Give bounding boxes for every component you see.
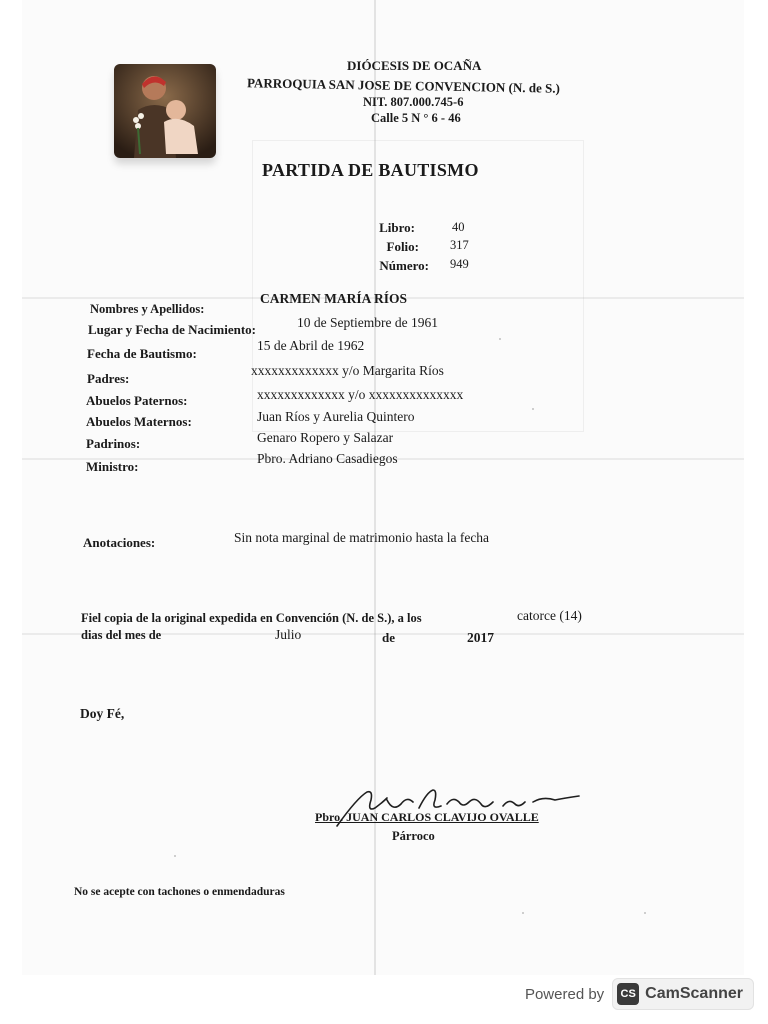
saint-image	[114, 64, 216, 158]
abuelos-maternos-value: Juan Ríos y Aurelia Quintero	[257, 409, 415, 424]
document-title: PARTIDA DE BAUTISMO	[262, 160, 479, 180]
camscanner-brand: CamScanner	[645, 985, 743, 1002]
certification-day: catorce (14)	[517, 608, 582, 623]
anotaciones-label: Anotaciones:	[83, 535, 156, 550]
padrinos-value: Genaro Ropero y Salazar	[257, 430, 394, 445]
abuelos-maternos-label: Abuelos Maternos:	[86, 414, 192, 429]
padres-value: xxxxxxxxxxxxx y/o Margarita Ríos	[251, 363, 444, 378]
certification-line1: Fiel copia de la original expedida en Convención (N. de S.), a los	[81, 611, 422, 625]
certification-year: 2017	[467, 630, 494, 645]
bautismo-value: 15 de Abril de 1962	[257, 338, 365, 353]
powered-by-text: Powered by	[524, 985, 605, 1003]
libro-value: 40	[452, 220, 465, 234]
parish-address: Calle 5 N ° 6 - 46	[371, 111, 461, 125]
camscanner-logo-icon: CS	[617, 983, 639, 1005]
camscanner-badge	[612, 978, 754, 1010]
anotaciones-value: Sin nota marginal de matrimonio hasta la fecha	[234, 530, 490, 545]
nombres-value: CARMEN MARÍA RÍOS	[260, 291, 408, 306]
folio-value: 317	[450, 238, 469, 252]
numero-value: 949	[450, 257, 469, 271]
nombres-label: Nombres y Apellidos:	[90, 302, 205, 316]
ministro-value: Pbro. Adriano Casadiegos	[257, 451, 398, 466]
document-sheet	[22, 0, 744, 975]
camscanner-watermark	[525, 978, 754, 1010]
bautismo-label: Fecha de Bautismo:	[87, 346, 197, 361]
padres-label: Padres:	[87, 371, 130, 386]
closing-text: Doy Fé,	[80, 706, 125, 721]
folio-label: Folio:	[386, 239, 419, 254]
signatory-name: Pbro. JUAN CARLOS CLAVIJO OVALLE	[315, 810, 539, 824]
padrinos-label: Padrinos:	[86, 436, 141, 451]
parish-name: PARROQUIA SAN JOSE DE CONVENCION (N. de S.)	[246, 75, 560, 96]
certification-line2: dias del mes de	[81, 628, 162, 642]
ministro-label: Ministro:	[86, 459, 139, 474]
abuelos-paternos-label: Abuelos Paternos:	[86, 393, 188, 408]
certification-de: de	[382, 630, 395, 645]
parish-nit: NIT. 807.000.745-6	[363, 95, 464, 109]
abuelos-paternos-value: xxxxxxxxxxxxx y/o xxxxxxxxxxxxxx	[257, 387, 464, 402]
nacimiento-value: 10 de Septiembre de 1961	[297, 315, 438, 330]
certification-month: Julio	[275, 627, 302, 642]
libro-label: Libro:	[379, 220, 415, 235]
diocese-name: DIÓCESIS DE OCAÑA	[347, 58, 482, 73]
signatory-role: Párroco	[392, 829, 435, 843]
nacimiento-label: Lugar y Fecha de Nacimiento:	[88, 322, 257, 337]
numero-label: Número:	[379, 258, 429, 273]
footer-note: No se acepte con tachones o enmendaduras	[74, 886, 285, 898]
